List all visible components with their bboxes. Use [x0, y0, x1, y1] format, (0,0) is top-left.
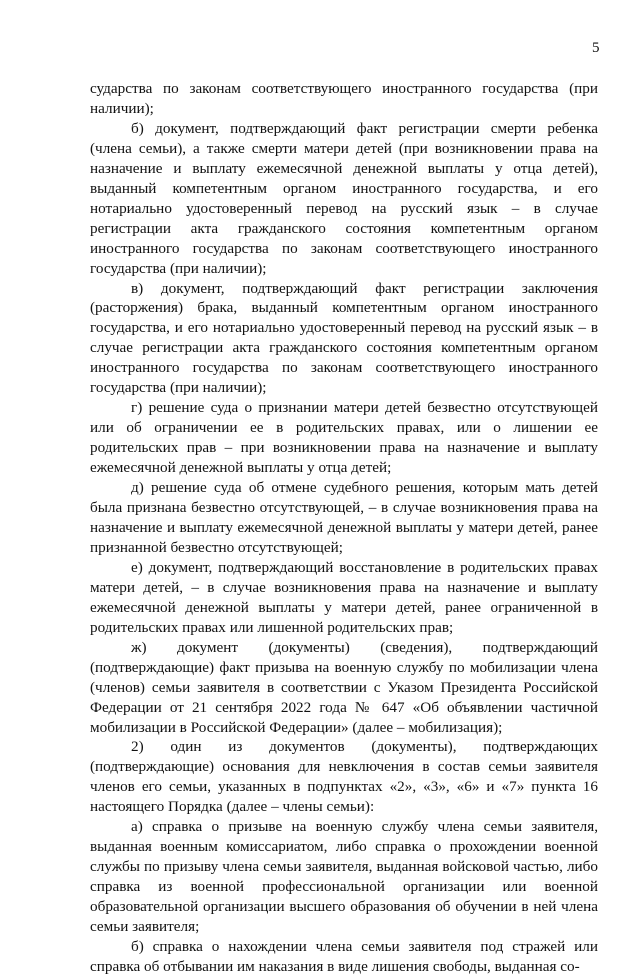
paragraph-item-b-death-registration: б) документ, подтверждающий факт регистрации смерти ребенка (члена семьи), а также смерти матери детей (при возникновении права на назначение и выплату ежемесячной денежной выплаты у отца детей), выданный компетентным органом иностранного государства, и его нотариально удостоверенный перевод на русский язык – в случае регистрации акта гражданского состояния компетентным органом иностранного государства по законам соответствующего иностранного государства (при наличии);	[90, 119, 598, 277]
paragraph-item-v-marriage-registration: в) документ, подтверждающий факт регистрации заключения (расторжения) брака, выданный компетентным органом иностранного государства, и его нотариально удостоверенный перевод на русский язык – в случае регистрации акта гражданского состояния компетентным органом иностранного государства по законам соответствующего иностранного государства (при наличии);	[90, 279, 598, 397]
paragraph-item-g-court-decision: г) решение суда о признании матери детей безвестно отсутствующей или об ограничении ее в родительских правах, или о лишении ее родительских прав – при возникновении права на назначение и выплату ежемесячной денежной выплаты у отца детей;	[90, 399, 598, 477]
paragraph-continuation: сударства по законам соответствующего иностранного государства (при наличии);	[90, 80, 598, 117]
paragraph-point-2-documents: 2) один из документов (документы), подтверждающих (подтверждающие) основания для невключения в состав семьи заявителя членов его семьи, указанных в подпунктах «2», «3», «6» и «7» пункта 16 настоящего Порядка (далее – члены семьи):	[90, 738, 598, 816]
document-body	[90, 79, 598, 977]
paragraph-item-d-court-reversal: д) решение суда об отмене судебного решения, которым мать детей была признана безвестно отсутствующей, – в случае возникновения права на назначение и выплату ежемесячной денежной выплаты у матери детей, ранее признанной безвестно отсутствующей;	[90, 479, 598, 556]
paragraph-subitem-b-custody-certificate: б) справка о нахождении члена семьи заявителя под стражей или справка об отбывании им наказания в виде лишения свободы, выданная со-	[90, 937, 598, 975]
paragraph-item-e-rights-restoration: е) документ, подтверждающий восстановление в родительских правах матери детей, – в случае возникновения права на назначение и выплату ежемесячной денежной выплаты у матери детей, ранее ограниченной в родительских правах или лишенной родительских прав;	[90, 558, 598, 636]
paragraph-item-zh-mobilization: ж) документ (документы) (сведения), подтверждающий (подтверждающие) факт призыва на военную службу по мобилизации члена (членов) семьи заявителя в соответствии с Указом Президента Российской Федерации от 21 сентября 2022 года № 647 «Об объявлении частичной мобилизации в Российской Федерации» (далее – мобилизация);	[90, 638, 598, 736]
page-number: 5	[592, 40, 600, 56]
paragraph-subitem-a-military-certificate: а) справка о призыве на военную службу члена семьи заявителя, выданная военным комиссариатом, либо справка о прохождении военной службы по призыву члена семьи заявителя, выданная войсковой частью, либо справка из военной профессиональной организации или военной образовательной организации высшего образования об обучении в ней члена семьи заявителя;	[90, 818, 598, 936]
